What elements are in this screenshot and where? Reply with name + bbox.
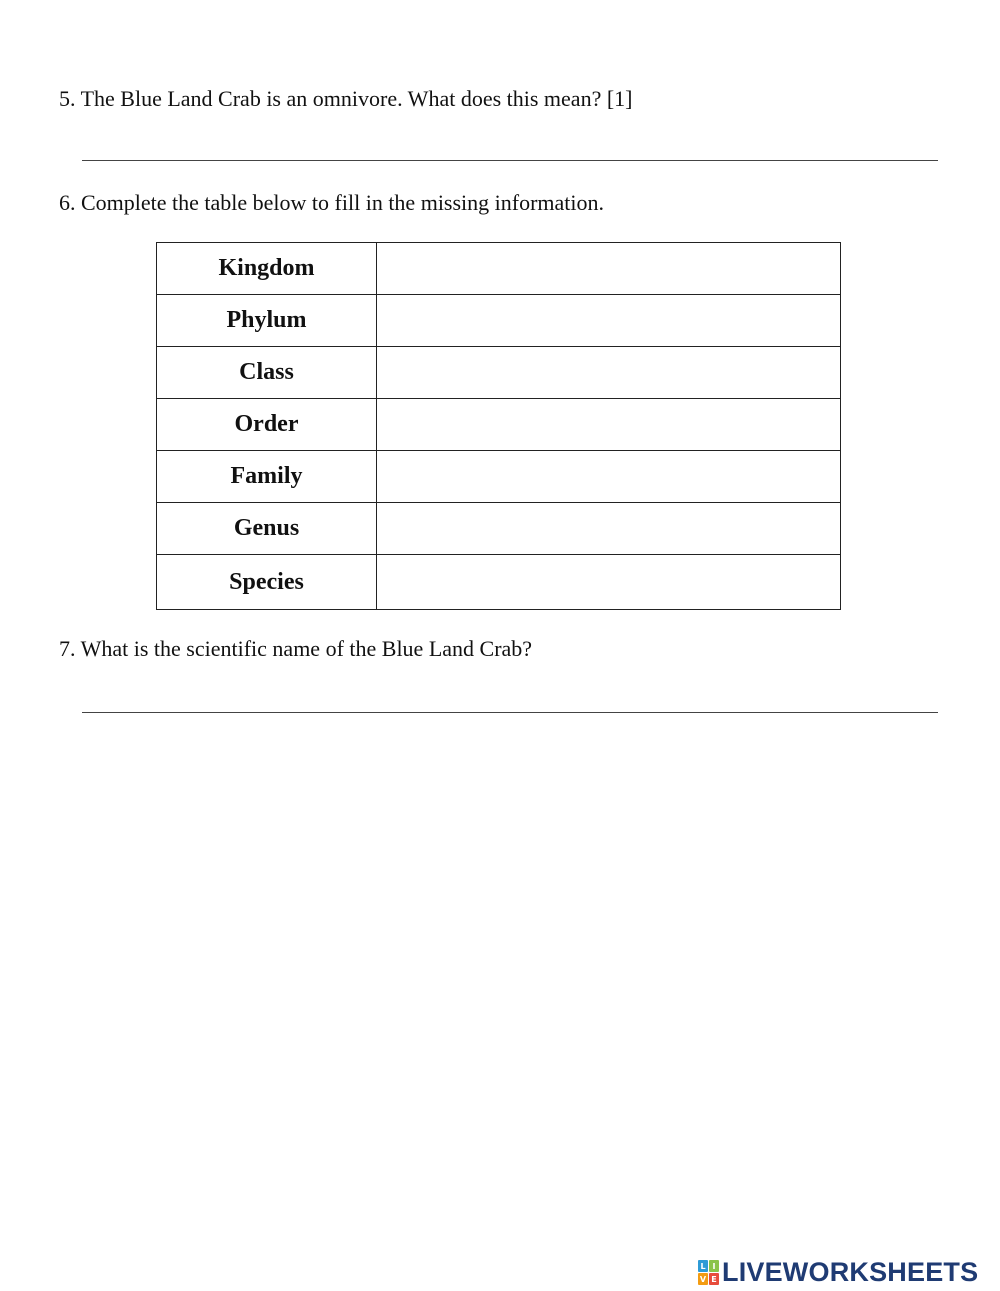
phylum-answer-input[interactable] xyxy=(377,295,840,346)
table-row xyxy=(157,347,841,399)
rank-answer-cell xyxy=(377,295,841,347)
rank-answer-cell xyxy=(377,555,841,610)
table-row xyxy=(157,503,841,555)
rank-label-species: Species xyxy=(157,555,377,610)
question-7-answer-input[interactable] xyxy=(82,683,942,711)
table-row xyxy=(157,243,841,295)
question-5-answer-line xyxy=(82,160,938,161)
table-row xyxy=(157,451,841,503)
question-5-answer-input[interactable] xyxy=(82,131,942,159)
genus-answer-input[interactable] xyxy=(377,503,840,554)
rank-label-class: Class xyxy=(157,347,377,399)
question-7-text: 7. What is the scientific name of the Blue Land Crab? xyxy=(59,636,533,661)
logo-tile: V xyxy=(699,1274,707,1284)
question-5-text: 5. The Blue Land Crab is an omnivore. What does this mean? [1] xyxy=(59,86,633,111)
logo-tile: I xyxy=(709,1260,719,1272)
species-answer-input[interactable] xyxy=(377,555,840,609)
rank-answer-cell xyxy=(377,243,841,295)
rank-label-order: Order xyxy=(157,399,377,451)
liveworksheets-brand xyxy=(698,1257,978,1288)
table-row xyxy=(157,295,841,347)
kingdom-answer-input[interactable] xyxy=(377,243,840,294)
rank-label-genus: Genus xyxy=(157,503,377,555)
taxonomy-table xyxy=(156,242,841,610)
rank-answer-cell xyxy=(377,347,841,399)
order-answer-input[interactable] xyxy=(377,399,840,450)
liveworksheets-logo-icon xyxy=(698,1260,719,1285)
table-row xyxy=(157,399,841,451)
logo-tile: L xyxy=(698,1260,708,1272)
rank-answer-cell xyxy=(377,399,841,451)
rank-answer-cell xyxy=(377,451,841,503)
question-6-text: 6. Complete the table below to fill in the missing information. xyxy=(59,190,605,215)
class-answer-input[interactable] xyxy=(377,347,840,398)
logo-tile: E xyxy=(709,1273,719,1285)
question-7-answer-line xyxy=(82,712,938,713)
table-row xyxy=(157,555,841,610)
family-answer-input[interactable] xyxy=(377,451,840,502)
rank-label-family: Family xyxy=(157,451,377,503)
rank-label-kingdom: Kingdom xyxy=(157,243,377,295)
rank-label-phylum: Phylum xyxy=(157,295,377,347)
brand-name: LIVEWORKSHEETS xyxy=(722,1257,979,1287)
rank-answer-cell xyxy=(377,503,841,555)
